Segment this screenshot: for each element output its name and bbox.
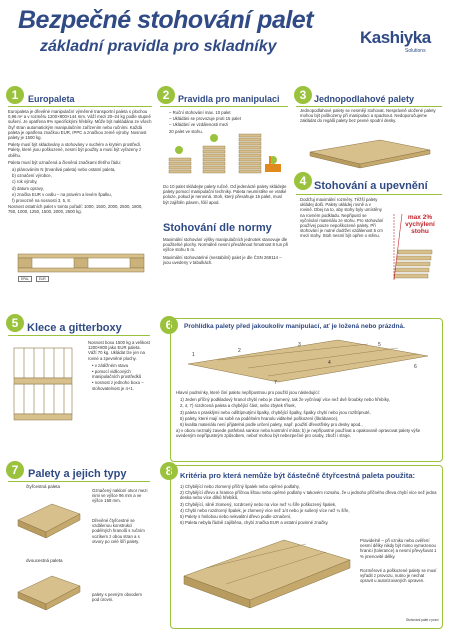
s5-p1: Nosnost boxu 1500 kg a velikost 1200×800 jako EUR paleta. Váží 70 kg. Ukládat lze jen na rovné a zpevněné plochy. <box>88 340 150 361</box>
svg-text:5: 5 <box>378 342 381 348</box>
s6-item: 2, 4, 7) rozdrcená paleta a chybějící část, nebo zbytek třísek, <box>180 403 296 409</box>
logo-main: Kashiyka <box>360 28 431 47</box>
footer-note: Stohování palet v praxi <box>406 618 439 622</box>
section-body-2b <box>163 237 289 267</box>
s1-item: f) provozně na nosnosti 3, 5, 8. <box>12 198 71 204</box>
damaged-pallet-illustration <box>178 334 436 386</box>
two-way-label: dvoucestná paleta <box>26 558 63 563</box>
brand-logo <box>360 28 431 48</box>
section-title-2: Pravidla pro manipulaci <box>178 94 280 104</box>
s6-p2: a) v oboru neznalý zavede potřebná sankce nebo kontrolní místa; b) je nepřípustné používat a opakovaně opravovat palety výše uvedeným nepřípustným způsobem, neboť mohou být nebezpečné pro osoby, zboží i stroje. <box>176 428 421 439</box>
section-body-3: Jednopodlahové palety se nesmějí stohovat. Nesprávně uložené palety mohou být poškozeny při manipulaci a spadnout. Nedoporučujeme zakládat do regálů palety bez pevné spodní desky. <box>300 108 436 124</box>
pallet-stacks-illustration <box>165 130 289 176</box>
s1-p3: Paleta musí být označená a členěná značkami třetího řádu: <box>8 159 121 165</box>
s8-item: 3) Chybějící, silně zlomený, rozdrcený nebo na více než ¼ šíře poškozený špalek, <box>180 501 337 507</box>
section-number-5: 5 <box>6 314 24 332</box>
section-number-3: 3 <box>294 86 312 104</box>
section-body-2: Do 10 palet skládejte palety ručně. Od jedenácté palety skládejte palety pomocí manipulační techniky. Paleta neumístěte ve vratké poloze, pokud je nerovná. Stoh, který přesahuje 15 palet, musí být zajištěn pásem, fólií apod. <box>163 184 287 205</box>
section-title-1: Europaleta <box>28 94 75 104</box>
section-rule-5 <box>8 335 150 336</box>
s6-item: 5) palety, které mají na sobě na podélném hranolu viditelné poškození (škrábance), <box>180 415 339 421</box>
s6-item: 3) paleta s prasklými nebo odštípnutými špalky, chybějící špalky, špalky chybí nebo jsou rozštípnuté, <box>180 409 371 415</box>
section-title-6: Prohlídka palety před jakoukoliv manipulací, ať je ložená nebo prázdná. <box>184 323 405 330</box>
section-title-4: Stohování a upevnění <box>314 180 428 192</box>
section-title-8: Kritéria pro která nemůže být částečně čtyřcestná paleta použita: <box>180 471 416 480</box>
svg-text:7: 7 <box>274 380 277 386</box>
s5-item: • v zátěžném stavu <box>92 362 129 368</box>
section-rule-7 <box>8 481 150 482</box>
s8-item: 4) Chybí nebo rozdrcený špalek, je zlomený více než 1/4 nebo je sušený více než ¼ šíře, <box>180 507 350 513</box>
s5-item: • pomocí vidlicových manipulačních prostředků <box>92 369 142 380</box>
s2-item: 20 palet ve stohu. <box>169 128 203 134</box>
logo-sub: Solutions <box>405 48 426 54</box>
s7-note2: Dřevěné čtyřcestné se vzdálenou konstrukcí podélných hranolů s ručním vozíkem z obou stran a s otvory po celé šíři palety. <box>92 518 145 544</box>
svg-text:4: 4 <box>328 360 331 366</box>
s8-item: 5) Palety s hnilobou nebo nekvalitní dřevo podle označení, <box>180 514 292 520</box>
s6-item: 6) kvalita materiálu není přijatelná podle určení palety, např. použití dřevotřísky pro desky apod., <box>180 422 363 428</box>
section-rule-1 <box>8 106 152 107</box>
section-title-5: Klece a gitterboxy <box>27 322 122 334</box>
s1-p4: Nosnost ostatních palet v tomto pořadí: 1000, 1500, 2000, 2500, 1800, 750, 1000, 1250, 1500, 2000, 2500 kg. <box>8 204 143 215</box>
section-title-3: Jednopodlahové palety <box>314 94 415 104</box>
section-body-1 <box>8 109 152 217</box>
section-body-6 <box>176 390 438 441</box>
s8-item: 2) Chybějící dřevo a hranice příčnou lištou nebo opěrné podlahy v takovém rozsahu, že u jednoho příčného dřeva chybí více než jedna deska nebo více dílků hřebíků, <box>180 490 437 501</box>
s2-item: – Ukládáni se provozuje proti 15 palet <box>169 116 241 122</box>
s2-p3: Maximální stohovatelné (nestabilní) palet je dle ČSN 269114 – jsou uvedeny v tabulkách. <box>163 254 282 265</box>
page-subtitle: základní pravidla pro skladníky <box>40 38 277 55</box>
s5-item: • nosnost z jednoho boxu – stohovatelnost je 4+1. <box>92 380 144 391</box>
two-way-pallet-illustration <box>12 566 84 616</box>
eur-label: EUR <box>36 276 49 282</box>
s1-item: a) plánováním N (trvanlivá paleta) nebo ostatní paleta, <box>12 167 116 173</box>
section-list-8 <box>176 484 438 526</box>
single-deck-pallet-illustration <box>300 134 440 170</box>
svg-text:6: 6 <box>414 364 417 370</box>
section-title-7: Palety a jejich typy <box>28 468 127 480</box>
partial-four-way-pallet-illustration <box>176 530 356 612</box>
section-number-8: 8 <box>160 462 178 480</box>
s1-item: e) značka EUR v oválu – na pravém a levém špalku, <box>12 191 112 197</box>
section-number-4: 4 <box>294 172 312 190</box>
section-body-4: Dodržuj maximální rozměry. Těžší palety ukládej dolů. Palety ukládej rovně a v rovině. Dbej na to, aby stohy byly umístěny na rovném podkladu. Nepřipustí se vyčnívání materiálu ze stohu. Pro stohování používej pouze nepoškozené palety. Při stohování je nutné dodržet vzdálenost 5 cm mezi stohy. Stoh nesmí být opřen o stěnu. <box>300 197 384 239</box>
svg-text:2: 2 <box>238 348 241 354</box>
s1-item: b) označení výrobce, <box>12 173 52 179</box>
s2-item: – Ukládání ve vzdálenosti mezi <box>169 122 229 128</box>
s7-note1: Označený nakloní otvor mezi nimi ve výšce 96 mm a ve výšce 158 mm. <box>92 488 148 504</box>
section-body-5 <box>88 340 150 392</box>
four-way-label: čtyřcestná paleta <box>26 484 61 489</box>
section-rule-2 <box>160 106 288 107</box>
section-number-7: 7 <box>6 461 24 479</box>
s8-item: 6) Paleta nebyla řádně zajištěna, chybí značka EUR a ostatní povinné značky. <box>180 520 329 526</box>
s8-item: 1) Chybějící nebo zlomený příčný špalek nebo opěrné podlahy, <box>180 484 300 489</box>
max-tilt-note: max 2% vychýlení stohu <box>405 214 435 235</box>
section-number-2: 2 <box>157 86 175 104</box>
s6-item: 1) Jeden příčný podkladový hranol chybí nebo je zlomený, tak že vyčnívají více než dvě šroubky nebo hřebíky, <box>180 397 390 403</box>
s1-item: d) datum opravy, <box>12 185 44 191</box>
s6-p1: Hlavní podmínky, které činí paletu nepřípustnou pro použití jsou následující: <box>176 390 320 395</box>
section-rule-3 <box>296 106 442 107</box>
s2-p2: Maximální stohování výšky manipulačních jednotek stanovuje dle použitelné plochy. Normálně nesmí přesáhnout hmotnost 8 tun při výšce stohu 5 m. <box>163 237 289 253</box>
s1-p2: Palety musí být skladovány a stohovány v suchém a krytém prostředí. Palety, které jsou poškozené, nesmí být použity a musí být vyřazeny z oběhu. <box>8 142 142 158</box>
s7-note3: palety s pevným obvodem pod úrovni. <box>92 592 142 603</box>
s8-note1: Pravidelně – při vzniku nebo ověření nesmí dělky nikdy být mimo vymezenou hranici (tolerance) a nesmí převyšovat 1 % jmenovité délky. <box>360 538 437 559</box>
epal-label: EPAL <box>18 276 32 282</box>
svg-text:1: 1 <box>192 352 195 358</box>
section-subtitle-2: Stohování dle normy <box>163 222 272 234</box>
svg-text:3: 3 <box>298 342 301 348</box>
four-way-pallet-illustration <box>12 490 84 544</box>
section-rule-4 <box>296 194 442 195</box>
gitterbox-illustration <box>8 340 84 436</box>
s1-p1: Europaleta je dřevěné manipulační výměnné transportní paleta s plochou 0,96 m² a v rozměru 1200×800×144 mm. Váží mezi 20–24 kg podle stupně sušení. Je opatřena 9% specifickými hřebíky. Může být nakládána ze všech čtyř stran automatickým manipulačním zařízením nebo ručními. Každá paleta je opatřena značkou EUR, IPPC a značkou země výroby. Nosnost palety je 1500 kg. <box>8 109 152 141</box>
s2-item: – Ruční stohování max. 10 palet <box>169 110 231 115</box>
page-title: Bezpečné stohování palet <box>18 6 314 34</box>
s8-note2: Rozměrové a poškozené palety se musí vyřadit z provozu, nutno je nechat opravit u autorizovaných opraven. <box>360 568 437 584</box>
section-number-1: 1 <box>6 86 24 104</box>
section-number-6: 6 <box>160 316 178 334</box>
s1-item: c) rok výroby, <box>12 179 38 185</box>
